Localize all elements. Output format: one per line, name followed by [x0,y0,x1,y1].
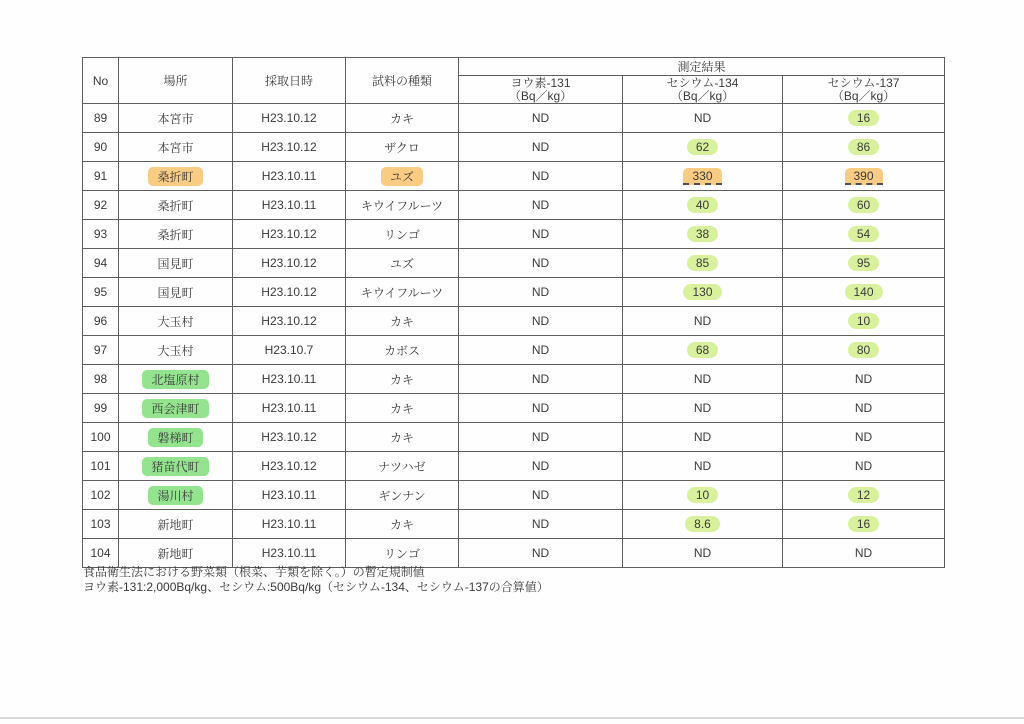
highlight-marker: 130 [683,284,721,300]
cell-cesium134 [623,278,783,307]
cell-sample: カボス [346,336,459,365]
highlight-marker: 10 [848,313,879,329]
cell-iodine131: ND [459,510,623,539]
cell-place: 新地町 [119,510,233,539]
table-row [83,394,945,423]
cell-iodine131: ND [459,423,623,452]
cell-place [119,423,233,452]
cell-no: 97 [83,336,119,365]
cell-sample: ギンナン [346,481,459,510]
table-row [83,133,945,162]
cell-iodine131: ND [459,452,623,481]
cell-cesium134: ND [623,539,783,568]
cell-no: 92 [83,191,119,220]
cell-no: 94 [83,249,119,278]
cell-iodine131: ND [459,394,623,423]
highlight-marker: 猪苗代町 [142,457,208,476]
cell-no: 96 [83,307,119,336]
cell-sample: キウイフルーツ [346,278,459,307]
col-header-iodine131 [459,76,623,104]
table-row [83,220,945,249]
cell-date: H23.10.12 [233,307,346,336]
cell-cesium134: ND [623,104,783,133]
cell-date: H23.10.11 [233,539,346,568]
table-row [83,162,945,191]
cell-cesium137 [783,307,945,336]
table-header [83,58,945,104]
highlight-marker: 330 [683,168,721,185]
table-body [83,104,945,568]
regulation-note [83,565,549,595]
cell-date: H23.10.11 [233,365,346,394]
cell-sample: リンゴ [346,220,459,249]
cell-cesium137: ND [783,452,945,481]
highlight-marker: 68 [687,342,718,358]
table-row [83,307,945,336]
cell-date: H23.10.12 [233,278,346,307]
highlight-marker: 16 [848,516,879,532]
cell-iodine131: ND [459,278,623,307]
cell-cesium137: ND [783,539,945,568]
highlight-marker: 北塩原村 [142,370,208,389]
cell-date: H23.10.11 [233,394,346,423]
cell-cesium134 [623,249,783,278]
highlight-marker: 85 [687,255,718,271]
highlight-marker: 95 [848,255,879,271]
cell-place [119,162,233,191]
cell-cesium137 [783,278,945,307]
highlight-marker: 西会津町 [142,399,208,418]
cell-place [119,365,233,394]
cell-sample: カキ [346,510,459,539]
measurement-results-table [82,57,945,568]
cell-sample: ザクロ [346,133,459,162]
table-row [83,278,945,307]
cell-place: 桑折町 [119,220,233,249]
col-header-result-group: 測定結果 [459,58,945,76]
iodine131-label: ヨウ素-131 [510,75,571,90]
highlight-marker: 10 [687,487,718,503]
highlight-marker: 桑折町 [148,167,202,186]
col-header-no: No [83,58,119,104]
cesium134-unit: （Bq／kg） [670,88,735,103]
highlight-marker: 60 [848,197,879,213]
table-row [83,539,945,568]
table-row [83,365,945,394]
cell-iodine131: ND [459,481,623,510]
header-row-group [83,58,945,76]
highlight-marker: 40 [687,197,718,213]
cell-place: 本宮市 [119,133,233,162]
cell-cesium137: ND [783,423,945,452]
table-row [83,452,945,481]
cell-place: 新地町 [119,539,233,568]
cell-date: H23.10.12 [233,133,346,162]
cell-place: 本宮市 [119,104,233,133]
iodine131-unit: （Bq／kg） [508,88,573,103]
col-header-place: 場所 [119,58,233,104]
cell-cesium134 [623,133,783,162]
cell-cesium134 [623,191,783,220]
cell-date: H23.10.12 [233,452,346,481]
highlight-marker: 86 [848,139,879,155]
cell-cesium137 [783,510,945,539]
cell-date: H23.10.11 [233,191,346,220]
cell-no: 91 [83,162,119,191]
cell-sample: カキ [346,423,459,452]
highlight-marker: 磐梯町 [148,428,202,447]
cell-sample: ユズ [346,249,459,278]
cell-iodine131: ND [459,191,623,220]
cell-cesium137: ND [783,394,945,423]
cell-iodine131: ND [459,539,623,568]
cell-no: 101 [83,452,119,481]
cell-date: H23.10.12 [233,249,346,278]
cell-sample: キウイフルーツ [346,191,459,220]
table-row [83,481,945,510]
col-header-date: 採取日時 [233,58,346,104]
table-row [83,423,945,452]
cell-no: 99 [83,394,119,423]
cell-place: 国見町 [119,278,233,307]
cell-sample: カキ [346,365,459,394]
col-header-cesium134 [623,76,783,104]
cell-cesium134 [623,162,783,191]
highlight-marker: 390 [845,168,883,185]
cesium137-label: セシウム-137 [827,75,900,90]
scan-edge-artifact [0,717,1024,719]
cell-date: H23.10.12 [233,104,346,133]
cell-date: H23.10.11 [233,510,346,539]
highlight-marker: 湯川村 [148,486,202,505]
cell-cesium134 [623,220,783,249]
cell-cesium137 [783,481,945,510]
cell-cesium134: ND [623,452,783,481]
cell-place [119,394,233,423]
highlight-marker: 38 [687,226,718,242]
regulation-note-line2: ヨウ素-131:2,000Bq/kg、セシウム:500Bq/kg（セシウム-134、セシウム-137の合算値） [83,580,549,594]
cell-cesium137: ND [783,365,945,394]
highlight-marker: 80 [848,342,879,358]
cell-cesium137 [783,336,945,365]
cell-no: 95 [83,278,119,307]
cell-sample: カキ [346,104,459,133]
cell-date: H23.10.7 [233,336,346,365]
cesium134-label: セシウム-134 [666,75,739,90]
col-header-sample: 試料の種類 [346,58,459,104]
cell-date: H23.10.11 [233,162,346,191]
cell-no: 98 [83,365,119,394]
cell-iodine131: ND [459,104,623,133]
cell-iodine131: ND [459,133,623,162]
table-row [83,104,945,133]
cell-no: 104 [83,539,119,568]
cell-cesium134: ND [623,423,783,452]
table-row [83,191,945,220]
cell-cesium137 [783,249,945,278]
cell-no: 93 [83,220,119,249]
cell-cesium134: ND [623,394,783,423]
cell-place: 桑折町 [119,191,233,220]
cell-iodine131: ND [459,307,623,336]
regulation-note-line1: 食品衛生法における野菜類（根菜、芋類を除く。）の暫定規制値 [83,565,425,579]
cell-cesium134 [623,510,783,539]
table-row [83,510,945,539]
cell-place [119,481,233,510]
cell-place: 国見町 [119,249,233,278]
cell-date: H23.10.12 [233,220,346,249]
cell-cesium137 [783,133,945,162]
highlight-marker: 54 [848,226,879,242]
cell-sample: リンゴ [346,539,459,568]
cell-no: 102 [83,481,119,510]
cell-sample [346,162,459,191]
cell-no: 103 [83,510,119,539]
cell-cesium137 [783,162,945,191]
highlight-marker: 140 [845,284,883,300]
cell-no: 90 [83,133,119,162]
cell-sample: カキ [346,394,459,423]
cell-cesium134: ND [623,307,783,336]
cell-no: 100 [83,423,119,452]
table-row [83,336,945,365]
highlight-marker: 12 [848,487,879,503]
cell-iodine131: ND [459,249,623,278]
cell-sample: ナツハゼ [346,452,459,481]
cell-date: H23.10.11 [233,481,346,510]
cell-cesium134 [623,336,783,365]
cell-iodine131: ND [459,336,623,365]
highlight-marker: ユズ [381,167,423,186]
cell-date: H23.10.12 [233,423,346,452]
cell-iodine131: ND [459,162,623,191]
cell-cesium137 [783,191,945,220]
cell-cesium134: ND [623,365,783,394]
highlight-marker: 16 [848,110,879,126]
highlight-marker: 62 [687,139,718,155]
cell-place: 大玉村 [119,307,233,336]
cell-iodine131: ND [459,365,623,394]
cell-sample: カキ [346,307,459,336]
cell-cesium134 [623,481,783,510]
cell-no: 89 [83,104,119,133]
cell-cesium137 [783,104,945,133]
col-header-cesium137 [783,76,945,104]
cell-place: 大玉村 [119,336,233,365]
cell-iodine131: ND [459,220,623,249]
cell-place [119,452,233,481]
cesium137-unit: （Bq／kg） [831,88,896,103]
cell-cesium137 [783,220,945,249]
table-row [83,249,945,278]
highlight-marker: 8.6 [685,516,720,532]
